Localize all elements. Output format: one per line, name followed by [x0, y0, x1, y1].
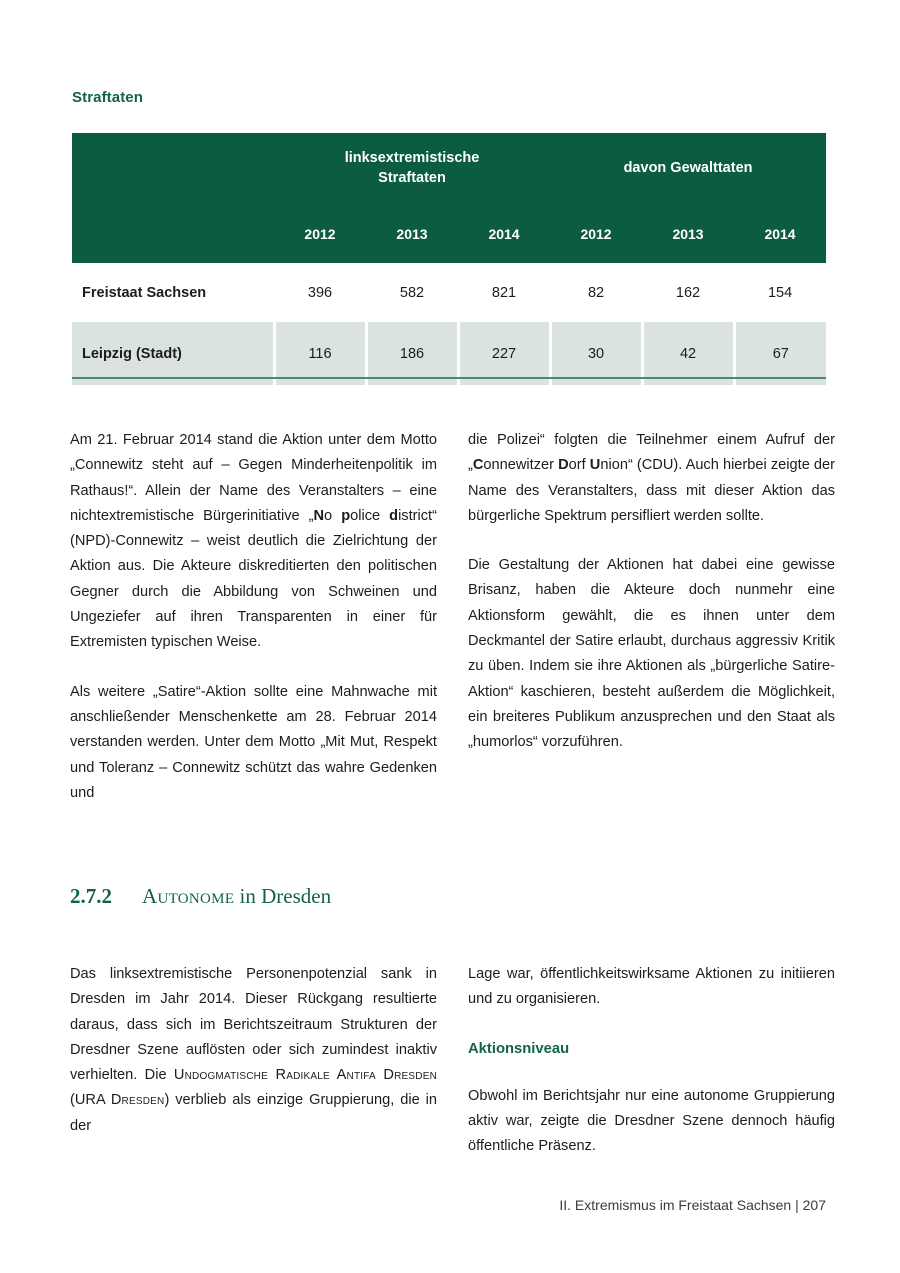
paragraph-text: olice [350, 507, 390, 524]
paragraph-text: istrict [398, 507, 433, 524]
table-row-label: Freistaat Sachsen [72, 263, 274, 322]
paragraph: Die Gestaltung der Aktionen hat dabei eine gewisse Brisanz, haben die Akteure doch nunmehr eine Aktionsform gewählt, die es ihnen unter dem Deckmantel der Satire erlaubt, durchaus aggressiv Kritik zu üben. Indem sie ihre Aktionen als „bürgerliche Satire-Aktion“ kaschieren, besteht außerdem die Möglichkeit, ein breiteres Publikum anzusprechen und den Staat als „humorlos“ vorzuführen. [468, 557, 835, 751]
body-text-left-column-upper [70, 428, 437, 806]
table-header-corner-cell [72, 133, 274, 263]
emphasis-c: C [472, 457, 484, 474]
paragraph: Lage war, öffentlichkeitswirksame Aktionen zu initiieren und zu organisieren. [468, 966, 835, 1008]
paragraph: Obwohl im Berichtsjahr nur eine autonome Gruppierung aktiv war, zeigte die Dresdner Szene dennoch häufig öffentliche Präsenz. [468, 1087, 835, 1155]
paragraph-text: o [324, 507, 342, 524]
table-cell: 67 [734, 322, 826, 385]
emphasis-u: U [589, 457, 601, 474]
section-title-smallcaps: Autonome [142, 884, 235, 908]
table-row [72, 322, 826, 385]
table-header-group-left-extremist-offences: linksextremistische Straftaten [274, 133, 550, 205]
subheading-aktionsniveau: Aktionsniveau [468, 1040, 570, 1057]
table-bottom-rule [72, 377, 826, 379]
table-row [72, 263, 826, 322]
body-text-right-column-lower [468, 962, 835, 1160]
paragraph-text: onnewitzer [483, 457, 559, 474]
crime-statistics-table [72, 133, 826, 385]
paragraph-text: “ (CDU). Auch hierbei zeigte der Name des Veranstalters, dass mit dieser Aktion das bürgerliche Spektrum persifliert werden sollte. [468, 457, 835, 524]
table-header-group-violent-offences: davon Gewalttaten [550, 133, 826, 205]
emphasis-n: N [313, 507, 325, 524]
organisation-abbrev-smallcaps: Dresden [110, 1092, 165, 1109]
paragraph [70, 962, 437, 1139]
body-text-left-column-lower [70, 962, 437, 1139]
table-header-year-5: 2014 [734, 205, 826, 263]
table-row-label: Leipzig (Stadt) [72, 322, 274, 385]
paragraph-text: orf [568, 457, 590, 474]
table-cell: 154 [734, 263, 826, 322]
paragraph [70, 428, 437, 656]
paragraph [468, 428, 835, 529]
paragraph-text: ) verblieb als einzige Gruppierung, die in der [70, 1092, 437, 1134]
emphasis-d: d [389, 507, 399, 524]
paragraph-text: Am 21. Februar 2014 stand die Aktion unter dem Motto „Connewitz steht auf – Gegen Minderheitenpolitik im Rathaus!“. Allein der Name des Veranstalters – eine nichtextremistische Bürgerinitiative „ [70, 432, 437, 524]
emphasis-p: p [341, 507, 351, 524]
table-header-year-3: 2012 [550, 205, 642, 263]
body-text-right-column-upper [468, 428, 835, 756]
table-cell: 30 [550, 322, 642, 385]
table-cell: 42 [642, 322, 734, 385]
table-header-year-1: 2013 [366, 205, 458, 263]
table-cell: 116 [274, 322, 366, 385]
table-header-year-0: 2012 [274, 205, 366, 263]
organisation-name-smallcaps: Undogmatische Radikale Antifa Dresden [173, 1067, 437, 1084]
table-cell: 821 [458, 263, 550, 322]
table-header-group-row [72, 133, 826, 205]
table-caption: Straftaten [72, 89, 144, 106]
table-cell: 396 [274, 263, 366, 322]
section-number: 2.7.2 [70, 884, 112, 908]
table-cell: 227 [458, 322, 550, 385]
paragraph: Als weitere „Satire“-Aktion sollte eine Mahnwache mit anschließender Menschenkette am 28. Februar 2014 verstanden werden. Unter dem Motto „Mit Mut, Respekt und Toleranz – Connewitz schützt das wahre Gedenken und [70, 683, 437, 801]
table-cell: 162 [642, 263, 734, 322]
section-heading [70, 884, 770, 909]
table-cell: 582 [366, 263, 458, 322]
table-cell: 186 [366, 322, 458, 385]
table-header-year-4: 2013 [642, 205, 734, 263]
paragraph-text: (URA [70, 1092, 111, 1109]
paragraph-text: die Polizei“ folgten die Teilnehmer einem Aufruf der „ [468, 432, 835, 474]
emphasis-d: D [558, 457, 569, 474]
table-cell: 82 [550, 263, 642, 322]
paragraph-text: “ (NPD)-Connewitz – weist deutlich die Zielrichtung der Aktion aus. Die Akteure diskreditierten den politischen Gegner durch die Abbildung von Schweinen und Ungeziefer auf ihren Transparenten in einer für Extremisten typischen Weise. [70, 507, 437, 651]
paragraph-text: Das linksextremistische Personenpotenzial sank in Dresden im Jahr 2014. Dieser Rückgang resultierte daraus, dass sich im Berichtszeitraum Strukturen der Dresdner Szene auflösten oder sich zumindest inaktiv verhielten. Die [70, 966, 437, 1084]
paragraph-text: nion [600, 457, 628, 474]
page-footer: II. Extremismus im Freistaat Sachsen | 207 [559, 1197, 826, 1213]
table-header-year-2: 2014 [458, 205, 550, 263]
section-title-rest: in Dresden [234, 884, 332, 908]
